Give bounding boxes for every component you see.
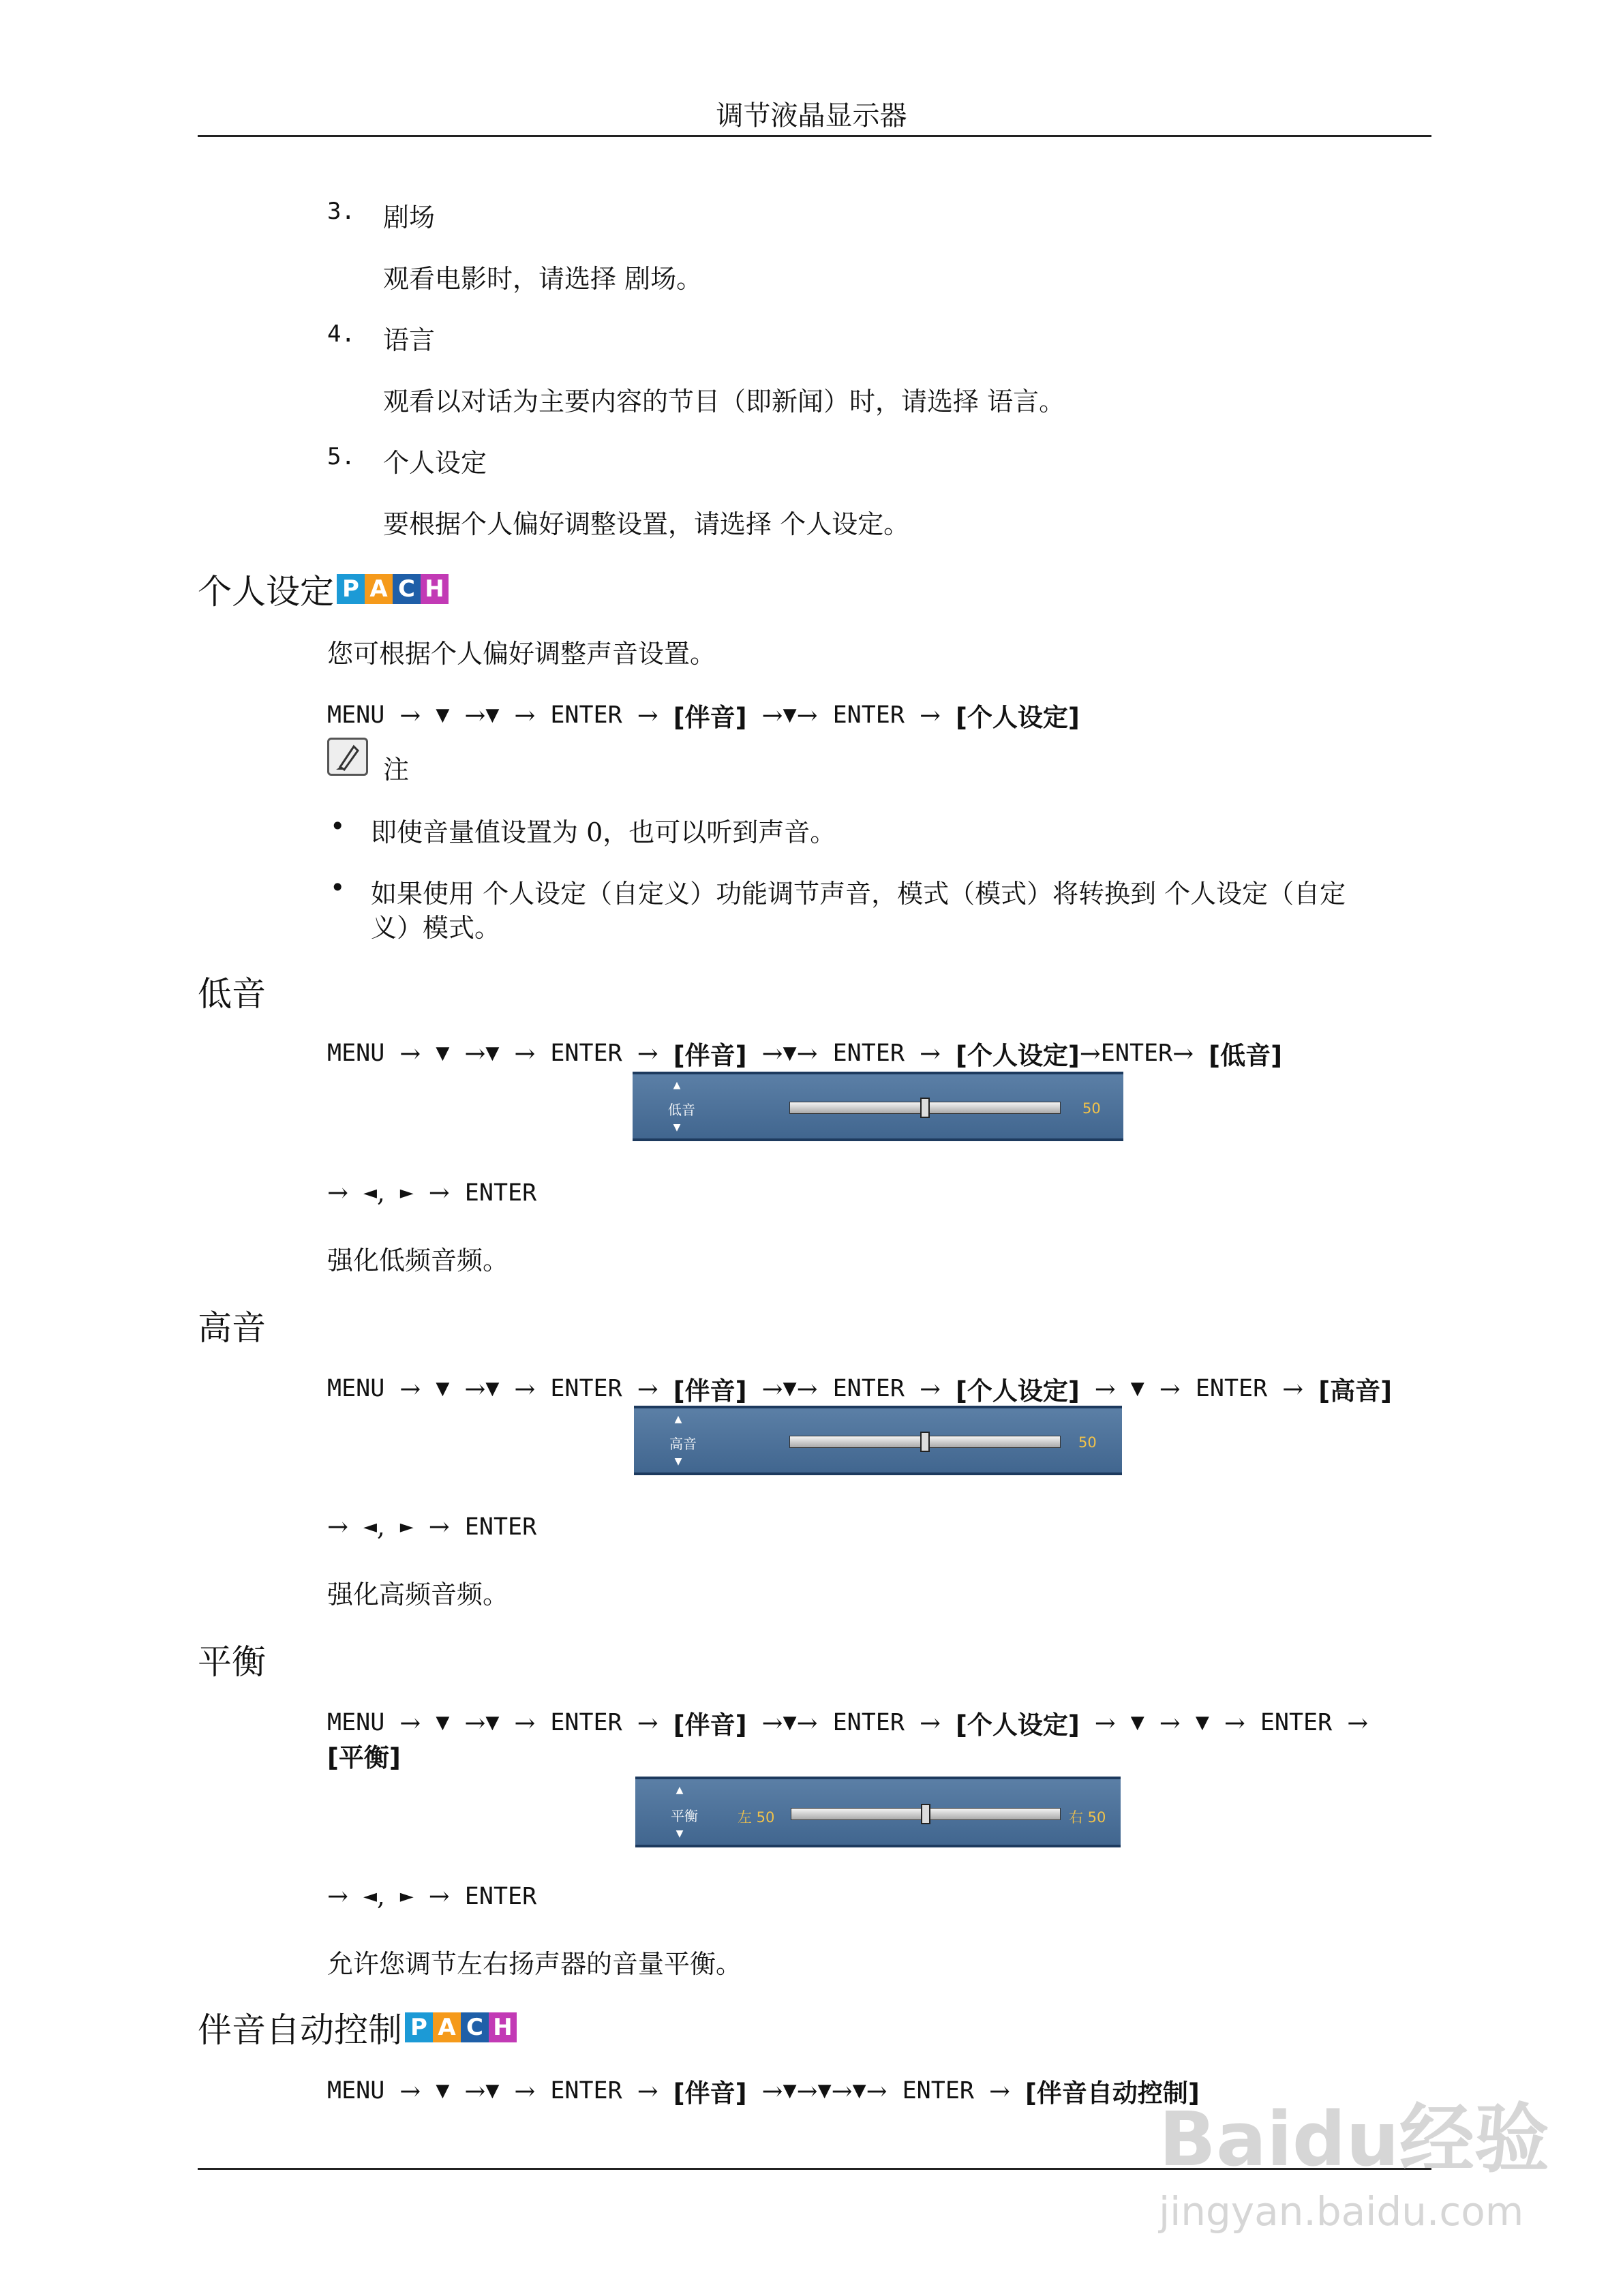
down-arrow-icon: ▼	[673, 1122, 681, 1133]
down-arrow-icon: ▼	[436, 1712, 450, 1733]
section-heading-custom	[198, 564, 449, 614]
down-arrow-icon: ▼	[485, 1712, 500, 1733]
down-arrow-icon: ▼	[817, 2081, 832, 2101]
bass-slider-thumb[interactable]	[920, 1098, 930, 1118]
pach-c: C	[393, 574, 421, 604]
note-label: 注	[383, 755, 410, 785]
section-title-bass: 低音	[198, 974, 266, 1014]
path-enter: ENTER	[550, 1709, 622, 1736]
path-menu: MENU	[327, 1375, 385, 1402]
path-enter: ENTER	[550, 1375, 622, 1402]
path-target: [伴音自动控制]	[1025, 2079, 1200, 2108]
path-menu: MENU	[327, 2077, 385, 2104]
balance-osd-panel	[635, 1777, 1121, 1847]
item-4-label: 语言	[383, 325, 436, 355]
path-enter: ENTER	[832, 1040, 905, 1067]
path-sound: [伴音]	[673, 1710, 747, 1740]
header-rule	[198, 135, 1431, 137]
path-enter: ENTER	[550, 1040, 622, 1067]
bass-menu-path: MENU → ▼ → ▼ → ENTER → [伴音] → ▼ → ENTER → [个人设定] → ENTER → [低音]	[327, 1035, 1282, 1072]
bass-value: 50	[1082, 1100, 1101, 1117]
balance-adjust-path: → ◄ , ► → ENTER	[327, 1882, 537, 1911]
down-arrow-icon: ▼	[436, 705, 450, 725]
treble-desc: 强化高频音频。	[327, 1580, 509, 1610]
left-arrow-icon: ◄	[363, 1886, 378, 1907]
path-target: [高音]	[1318, 1376, 1393, 1406]
path-custom: [个人设定]	[955, 1710, 1080, 1740]
pach-p: P	[405, 2012, 433, 2042]
balance-menu-path: MENU → ▼ → ▼ → ENTER → [伴音] → ▼ → ENTER → [个人设定] → ▼ → ▼ → ENTER →	[327, 1704, 1368, 1741]
pach-badge	[337, 574, 449, 604]
bass-desc: 强化低频音频。	[327, 1245, 509, 1275]
item-4-desc: 观看以对话为主要内容的节目（即新闻）时，请选择 语言。	[383, 387, 1065, 417]
down-arrow-icon: ▼	[436, 1378, 450, 1399]
watermark-brand: Baidu经验	[1159, 2096, 1549, 2183]
item-5-desc: 要根据个人偏好调整设置，请选择 个人设定。	[383, 509, 910, 539]
path-sound: [伴音]	[673, 703, 747, 732]
treble-value: 50	[1078, 1434, 1097, 1451]
path-enter: ENTER	[902, 2077, 974, 2104]
down-arrow-icon: ▼	[1195, 1712, 1209, 1733]
down-arrow-icon: ▼	[485, 705, 500, 725]
path-sound: [伴音]	[673, 2079, 747, 2108]
item-3-label: 剧场	[383, 202, 436, 232]
path-menu: MENU	[327, 1709, 385, 1736]
treble-slider-thumb[interactable]	[920, 1432, 930, 1452]
path-custom: [个人设定]	[955, 1041, 1080, 1070]
path-enter: ENTER	[464, 1179, 537, 1207]
balance-desc: 允许您调节左右扬声器的音量平衡。	[327, 1949, 742, 1979]
down-arrow-icon: ▼	[485, 2081, 500, 2101]
balance-osd-label: 平衡	[671, 1808, 698, 1824]
right-arrow-icon: ►	[399, 1516, 414, 1537]
down-arrow-icon: ▼	[485, 1043, 500, 1063]
section-heading-balance	[198, 1635, 266, 1684]
path-enter: ENTER	[1195, 1375, 1268, 1402]
left-arrow-icon: ◄	[363, 1516, 378, 1537]
page-header-title: 调节液晶显示器	[716, 100, 907, 132]
balance-right-value: 右 50	[1069, 1809, 1106, 1826]
bullet-text-1: 即使音量值设置为 0，也可以听到声音。	[371, 817, 836, 847]
treble-osd-panel	[634, 1406, 1122, 1475]
bass-osd-label: 低音	[668, 1102, 695, 1118]
balance-menu-path-cont	[327, 1737, 401, 1774]
item-3-number: 3.	[327, 198, 355, 225]
down-arrow-icon: ▼	[783, 1712, 797, 1733]
balance-slider-thumb[interactable]	[921, 1804, 930, 1824]
left-arrow-icon: ◄	[363, 1182, 378, 1203]
bass-osd-panel	[633, 1072, 1123, 1141]
up-arrow-icon: ▲	[674, 1414, 682, 1425]
path-sound: [伴音]	[673, 1041, 747, 1070]
down-arrow-icon: ▼	[783, 1378, 797, 1399]
up-arrow-icon: ▲	[673, 1080, 681, 1091]
pach-c: C	[461, 2012, 489, 2042]
section-title-custom: 个人设定	[198, 572, 334, 611]
pach-badge	[405, 2012, 517, 2042]
treble-menu-path: MENU → ▼ → ▼ → ENTER → [伴音] → ▼ → ENTER → [个人设定] → ▼ → ENTER → [高音]	[327, 1370, 1392, 1407]
right-arrow-icon: ►	[399, 1886, 414, 1907]
pach-h: H	[421, 574, 449, 604]
path-target: [低音]	[1209, 1041, 1282, 1070]
down-arrow-icon: ▼	[436, 1043, 450, 1063]
pach-a: A	[365, 574, 393, 604]
down-arrow-icon: ▼	[1130, 1712, 1144, 1733]
down-arrow-icon: ▼	[852, 2081, 866, 2101]
bullet-text-2: 如果使用 个人设定（自定义）功能调节声音，模式（模式）将转换到 个人设定（自定	[371, 879, 1346, 909]
path-enter: ENTER	[1260, 1709, 1333, 1736]
balance-left-value: 左 50	[738, 1809, 775, 1826]
section-title-balance: 平衡	[198, 1642, 266, 1682]
path-enter: ENTER	[832, 701, 905, 729]
pach-a: A	[433, 2012, 461, 2042]
down-arrow-icon: ▼	[436, 2081, 450, 2101]
path-enter: ENTER	[550, 2077, 622, 2104]
down-arrow-icon: ▼	[783, 2081, 797, 2101]
bullet-dot: •	[330, 811, 346, 841]
up-arrow-icon: ▲	[676, 1785, 684, 1796]
item-5-label: 个人设定	[383, 448, 487, 478]
pach-p: P	[337, 574, 365, 604]
down-arrow-icon: ▼	[783, 1043, 797, 1063]
bullet-text-2-cont: 义）模式。	[371, 913, 501, 943]
path-menu: MENU	[327, 1040, 385, 1067]
bullet-dot: •	[330, 873, 346, 903]
pach-h: H	[489, 2012, 517, 2042]
bass-adjust-path: → ◄ , ► → ENTER	[327, 1178, 537, 1207]
down-arrow-icon: ▼	[485, 1378, 500, 1399]
path-custom: [个人设定]	[955, 1376, 1080, 1406]
section-title-treble: 高音	[198, 1308, 266, 1348]
custom-menu-path: MENU → ▼ → ▼ → ENTER → [伴音] → ▼ → ENTER → [个人设定]	[327, 697, 1080, 734]
custom-intro: 您可根据个人偏好调整声音设置。	[327, 639, 716, 669]
note-icon	[327, 738, 368, 776]
section-heading-treble	[198, 1301, 266, 1350]
path-custom: [个人设定]	[955, 703, 1080, 732]
treble-osd-label: 高音	[669, 1436, 697, 1452]
section-heading-auto	[198, 2003, 517, 2052]
path-enter: ENTER	[550, 701, 622, 729]
path-enter: ENTER	[464, 1513, 537, 1541]
down-arrow-icon: ▼	[1130, 1378, 1144, 1399]
treble-adjust-path: → ◄ , ► → ENTER	[327, 1512, 537, 1541]
down-arrow-icon: ▼	[783, 705, 797, 725]
item-4-number: 4.	[327, 320, 355, 348]
down-arrow-icon: ▼	[674, 1456, 682, 1467]
path-enter: ENTER	[832, 1709, 905, 1736]
down-arrow-icon: ▼	[676, 1828, 684, 1839]
watermark-url: jingyan.baidu.com	[1159, 2188, 1524, 2235]
path-menu: MENU	[327, 701, 385, 729]
path-enter: ENTER	[464, 1882, 537, 1910]
auto-menu-path: MENU → ▼ → ▼ → ENTER → [伴音] → ▼ → ▼ → ▼ → ENTER → [伴音自动控制]	[327, 2072, 1200, 2109]
path-target: [平衡]	[327, 1743, 401, 1772]
section-heading-bass	[198, 967, 266, 1016]
item-3-desc: 观看电影时，请选择 剧场。	[383, 264, 703, 294]
right-arrow-icon: ►	[399, 1182, 414, 1203]
path-sound: [伴音]	[673, 1376, 747, 1406]
path-enter: ENTER	[1100, 1040, 1173, 1067]
section-title-auto: 伴音自动控制	[198, 2010, 402, 2050]
item-5-number: 5.	[327, 443, 355, 470]
path-enter: ENTER	[832, 1375, 905, 1402]
